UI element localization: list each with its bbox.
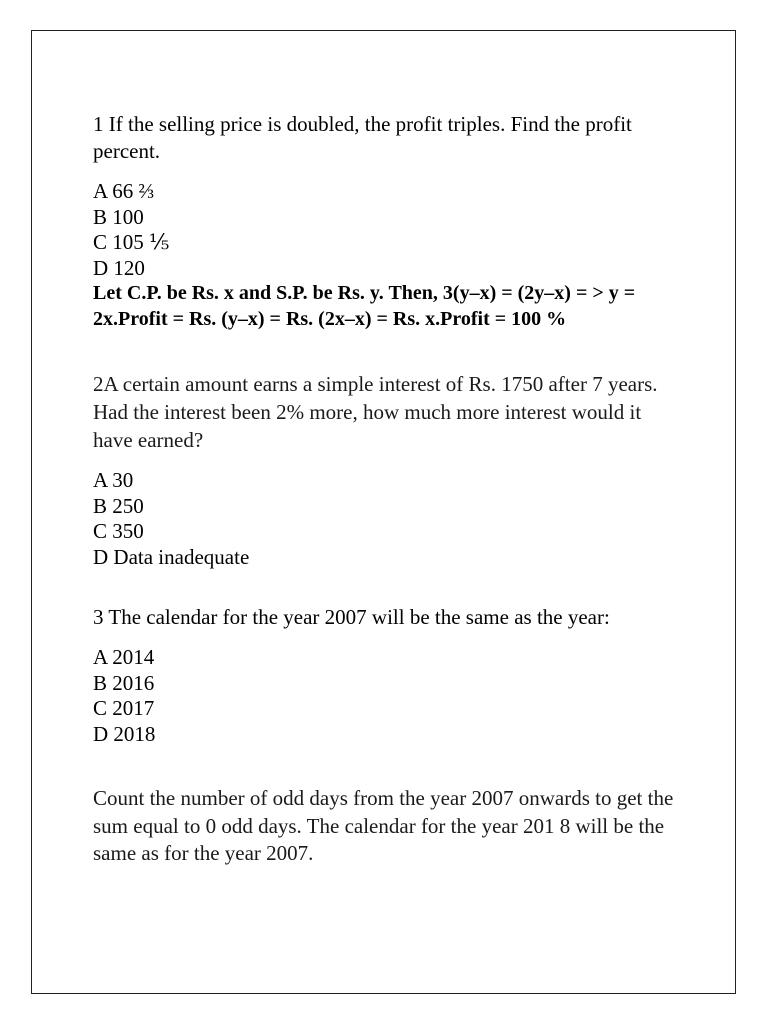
question-3-option-c: C 2017 (93, 696, 155, 720)
question-3-option-b: B 2016 (93, 670, 155, 695)
document-content (93, 111, 683, 868)
question-1-solution: Let C.P. be Rs. x and S.P. be Rs. y. Then, 3(y–x) = (2y–x) = > y = 2x.Profit = Rs. (y–x) = Rs. (2x–x) = Rs. x.Profit = 100 % (93, 282, 636, 330)
spacer (93, 332, 683, 370)
spacer (93, 570, 683, 604)
question-3-explanation: Count the number of odd days from the year 2007 onwards to get the sum equal to 0 odd days. The calendar for the year 201 8 will be the same as for the year 2007. (93, 786, 674, 865)
question-2-option-c: C 350 (93, 519, 144, 543)
question-3-option-a: A 2014 (93, 645, 155, 669)
question-1-option-c: C 105 ⅕ (93, 230, 170, 254)
question-2-option-b: B 250 (93, 493, 144, 518)
question-3-option-d: D 2018 (93, 721, 156, 746)
question-1-option-a: A 66 ⅔ (93, 179, 155, 203)
question-2-options (93, 468, 683, 570)
question-1-option-b: B 100 (93, 204, 144, 229)
question-2-text: 2A certain amount earns a simple interest of Rs. 1750 after 7 years. Had the interest been 2% more, how much more interest would it have earned? (93, 372, 658, 452)
question-3-options (93, 645, 683, 747)
question-3-text: 3 The calendar for the year 2007 will be the same as the year: (93, 605, 610, 629)
question-1-option-d: D 120 (93, 255, 145, 280)
question-2-option-d: D Data inadequate (93, 544, 250, 569)
question-2-option-a: A 30 (93, 468, 134, 492)
question-1-text: 1 If the selling price is doubled, the profit triples. Find the profit percent. (93, 112, 632, 163)
question-1-options (93, 179, 683, 281)
spacer (93, 747, 683, 785)
